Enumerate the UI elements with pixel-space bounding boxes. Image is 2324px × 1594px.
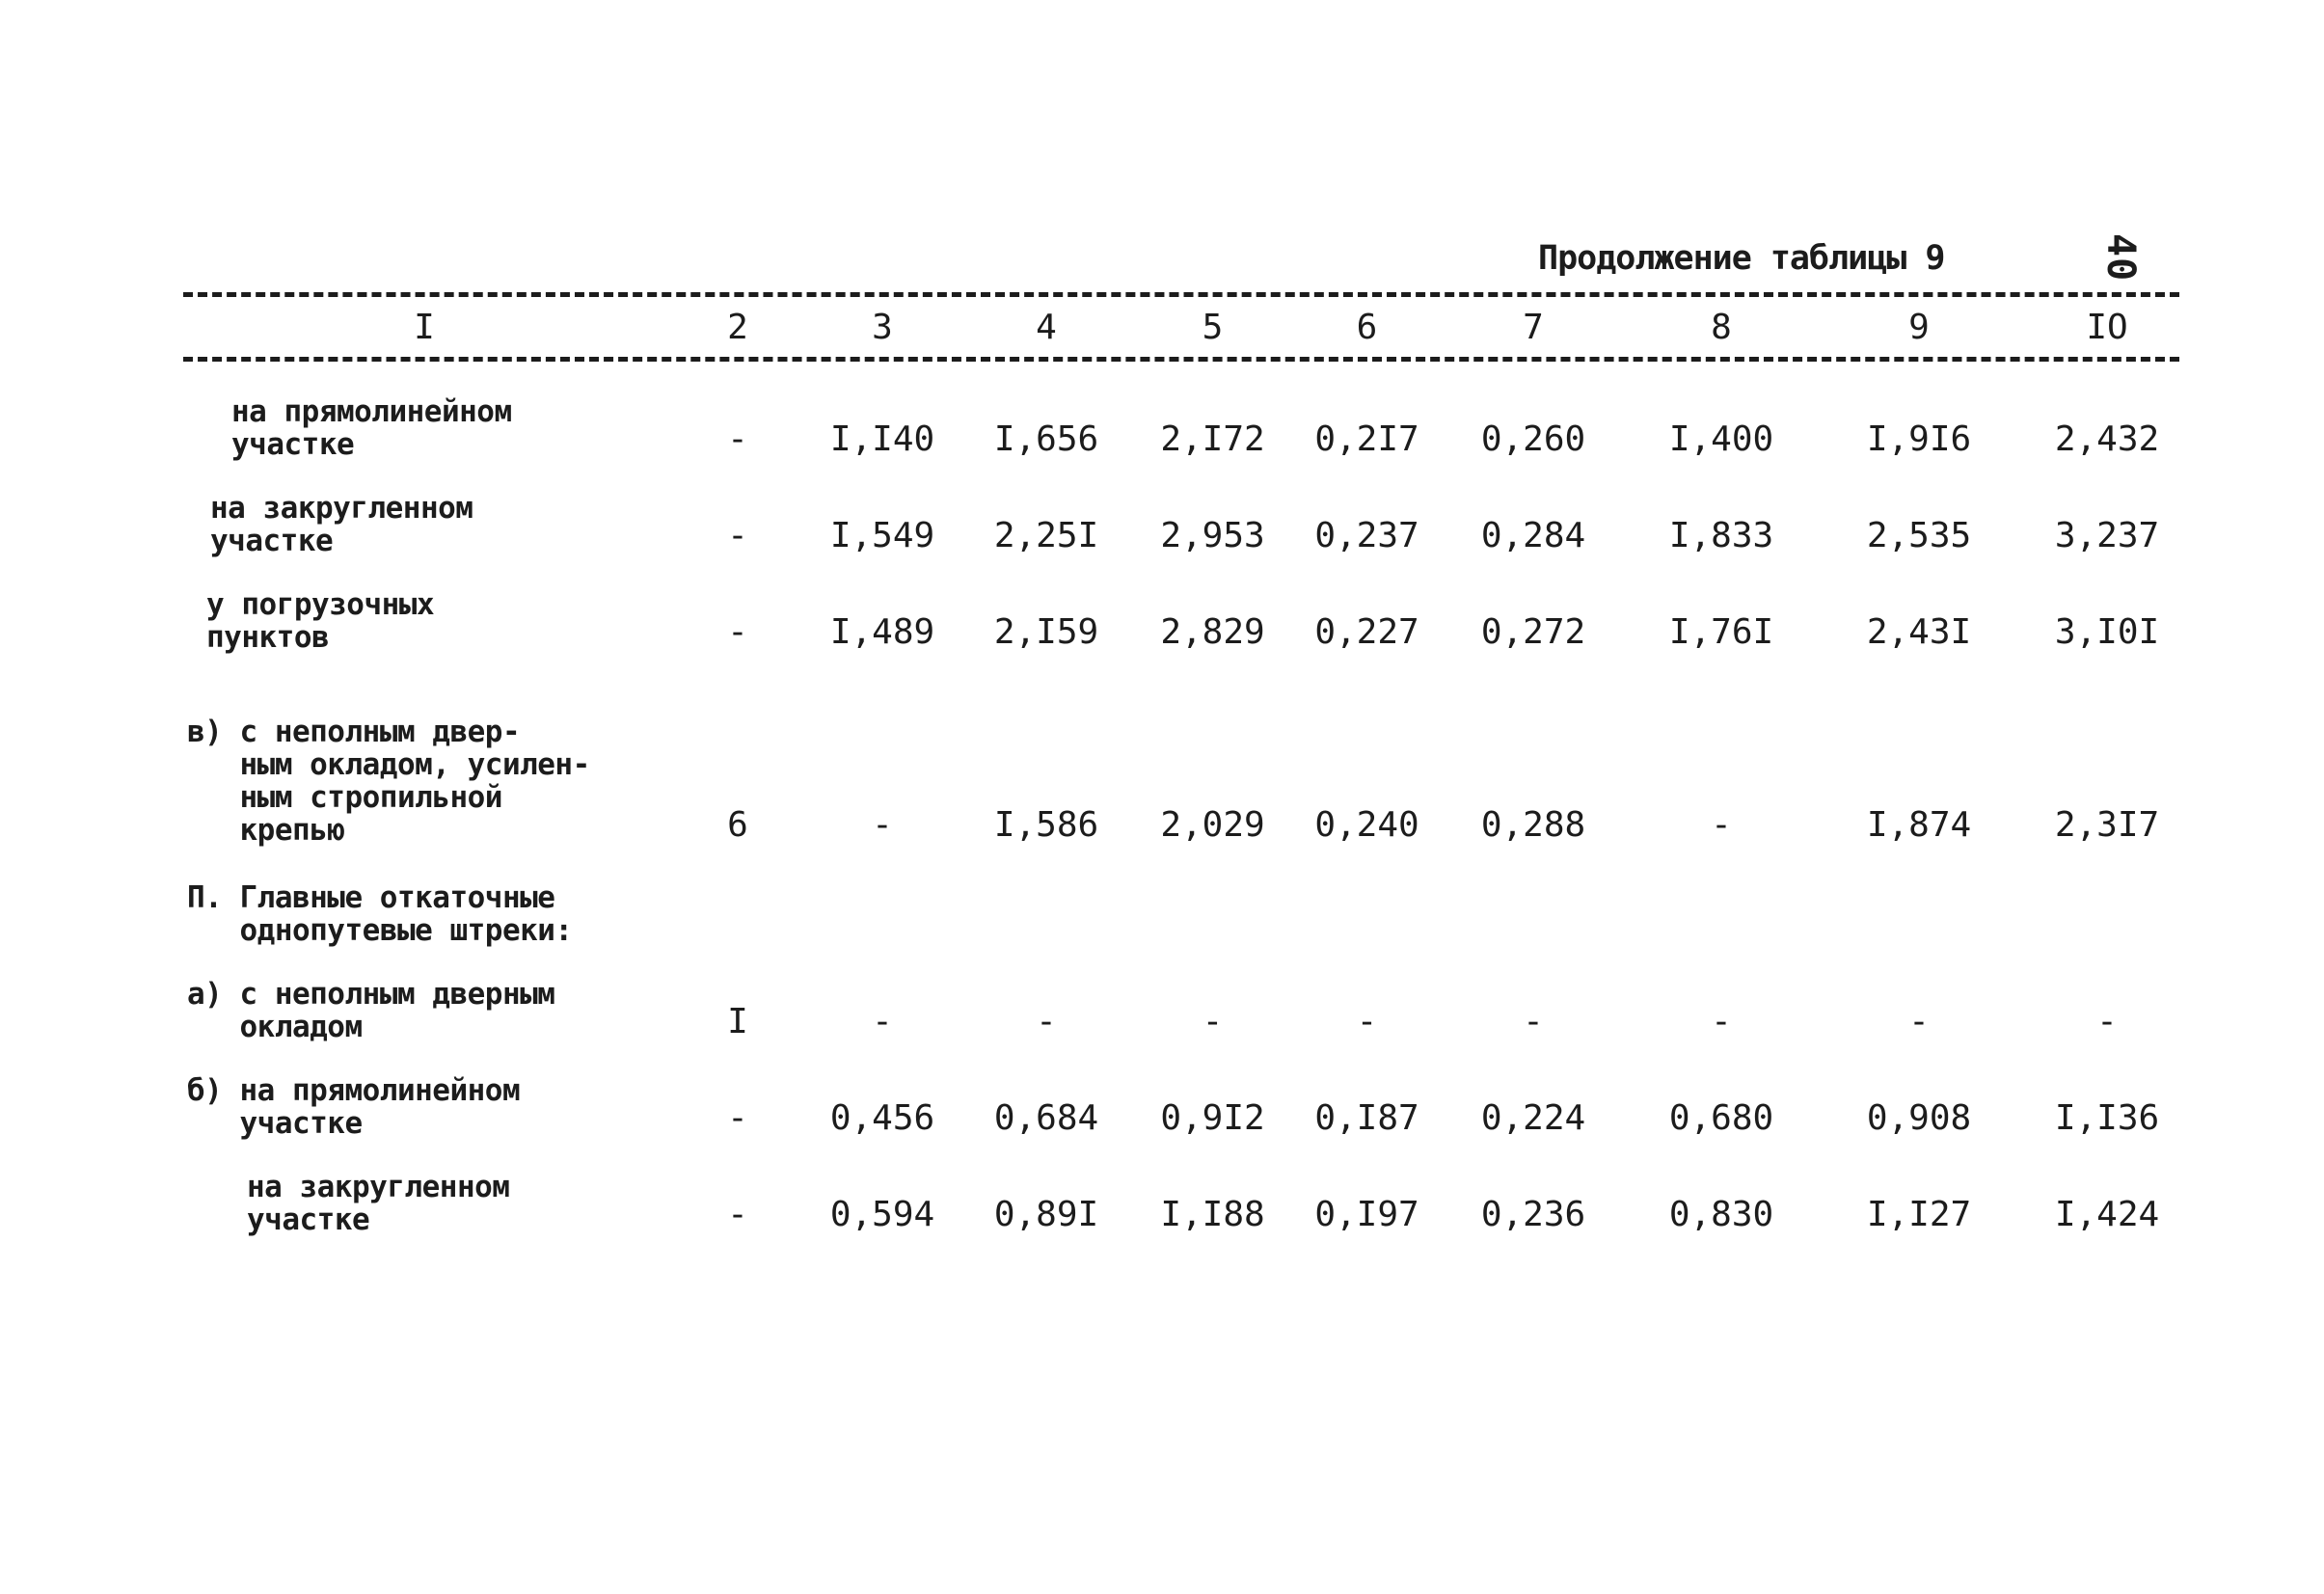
table-cell: -	[727, 1195, 748, 1234]
table-cell: 2,43I	[1866, 612, 1972, 652]
table-cell: 3,237	[2054, 516, 2160, 555]
row-label-line: б) на прямолинейном	[187, 1073, 521, 1108]
table-cell: I,I36	[2054, 1098, 2160, 1138]
table-cell: I,I27	[1866, 1195, 1972, 1234]
data-table	[174, 299, 2189, 1236]
row-label-line: однопутевые штреки:	[187, 913, 573, 948]
table-cell: 0,9I2	[1160, 1098, 1265, 1138]
table-cell	[800, 847, 964, 947]
table-row	[174, 461, 2189, 557]
column-header: 9	[1908, 307, 1930, 347]
table-cell: -	[727, 419, 748, 459]
table-cell	[964, 847, 1128, 947]
row-label-line: а) с неполным дверным	[187, 977, 555, 1012]
table-cell: I,I88	[1160, 1195, 1265, 1234]
row-label-line: в) с неполным двер-	[187, 715, 521, 749]
table-cell	[1813, 847, 2025, 947]
row-label	[174, 1043, 675, 1140]
table-cell: I,400	[1668, 419, 1774, 459]
table-cell: 0,I97	[1314, 1195, 1419, 1234]
table-row	[174, 1043, 2189, 1140]
table-row	[174, 368, 2189, 461]
row-label-line: участке	[247, 1202, 370, 1237]
row-label	[174, 847, 675, 947]
table-row	[174, 654, 2189, 847]
row-label	[174, 461, 675, 557]
table-cell	[1437, 847, 1630, 947]
table-cell: -	[727, 612, 748, 652]
row-label-line: участке	[210, 524, 334, 558]
row-label-line: участке	[231, 427, 355, 462]
table-cell: 0,680	[1668, 1098, 1774, 1138]
row-label	[174, 1140, 675, 1236]
table-cell: 0,237	[1314, 516, 1419, 555]
table-cell: I,586	[993, 805, 1099, 845]
table-body	[174, 355, 2189, 1236]
row-label-line: на прямолинейном	[231, 394, 512, 429]
column-header: 8	[1711, 307, 1732, 347]
table-cell: -	[2096, 1002, 2118, 1041]
table-cell: 2,3I7	[2054, 805, 2160, 845]
table-cell: 2,432	[2054, 419, 2160, 459]
table-cell: -	[1036, 1002, 1057, 1041]
table-cell: -	[1523, 1002, 1544, 1041]
table-cell	[2025, 847, 2189, 947]
page-number: 40	[2098, 233, 2143, 283]
table-cell: 0,236	[1480, 1195, 1586, 1234]
table-cell: -	[1711, 805, 1732, 845]
table-cell	[1630, 847, 1813, 947]
table-cell: I,489	[829, 612, 935, 652]
table-cell: -	[1202, 1002, 1224, 1041]
row-label	[174, 368, 675, 461]
table-cell: -	[727, 1098, 748, 1138]
table-cell: 2,25I	[993, 516, 1099, 555]
table-cell: 0,I87	[1314, 1098, 1419, 1138]
column-header: 3	[872, 307, 893, 347]
column-header: 4	[1036, 307, 1057, 347]
table-cell: -	[727, 516, 748, 555]
row-label-line: на закругленном	[247, 1170, 510, 1204]
table-cell: I,76I	[1668, 612, 1774, 652]
column-header: 6	[1356, 307, 1378, 347]
table-cell: 2,029	[1160, 805, 1265, 845]
row-label-line: П. Главные откаточные	[187, 880, 555, 915]
column-header: 2	[727, 307, 748, 347]
table-cell: 6	[727, 805, 748, 845]
table-cell: I,424	[2054, 1195, 2160, 1234]
table-cell: I,874	[1866, 805, 1972, 845]
table-cell: I,9I6	[1866, 419, 1972, 459]
table-cell: 3,I0I	[2054, 612, 2160, 652]
row-label	[174, 557, 675, 654]
table-cell: -	[1908, 1002, 1930, 1041]
table-cell: -	[1711, 1002, 1732, 1041]
table-cell: -	[872, 1002, 893, 1041]
table-cell: 2,I59	[993, 612, 1099, 652]
table-cell: 0,227	[1314, 612, 1419, 652]
table-cell: 0,272	[1480, 612, 1586, 652]
row-label	[174, 947, 675, 1043]
table-cell: 2,I72	[1160, 419, 1265, 459]
table-cell: 0,456	[829, 1098, 935, 1138]
row-label-line: крепью	[187, 813, 345, 848]
row-label-line: у погрузочных	[206, 587, 435, 622]
table-cell: 0,830	[1668, 1195, 1774, 1234]
table-cell: 0,288	[1480, 805, 1586, 845]
table-cell: 0,89I	[993, 1195, 1099, 1234]
table-cell: 0,594	[829, 1195, 935, 1234]
table-cell: 0,224	[1480, 1098, 1586, 1138]
table-cell: 0,684	[993, 1098, 1099, 1138]
row-label-line: окладом	[187, 1010, 363, 1044]
table-cell: 2,829	[1160, 612, 1265, 652]
table-cell: 0,260	[1480, 419, 1586, 459]
table-row	[174, 1140, 2189, 1236]
row-label	[174, 654, 675, 847]
row-label-line: пунктов	[206, 620, 330, 655]
header-top-rule	[183, 292, 2179, 297]
table-cell: I,833	[1668, 516, 1774, 555]
table-cell: I,549	[829, 516, 935, 555]
row-label-line: ным стропильной	[187, 780, 502, 815]
column-header: 5	[1202, 307, 1224, 347]
table-row	[174, 947, 2189, 1043]
column-header: IO	[2086, 307, 2128, 347]
table-cell: 0,2I7	[1314, 419, 1419, 459]
table-caption: Продолжение таблицы 9	[1538, 239, 1945, 278]
row-label-line: участке	[187, 1106, 363, 1141]
table-cell: 0,284	[1480, 516, 1586, 555]
header-row	[174, 299, 2189, 355]
column-header: 7	[1523, 307, 1544, 347]
table-cell: 2,535	[1866, 516, 1972, 555]
table-cell: 0,908	[1866, 1098, 1972, 1138]
column-header: I	[414, 307, 435, 347]
table-cell: I,I40	[829, 419, 935, 459]
table-row	[174, 847, 2189, 947]
table-cell	[675, 847, 800, 947]
row-label-line: на закругленном	[210, 491, 473, 526]
table-cell: -	[872, 805, 893, 845]
table-cell: 0,240	[1314, 805, 1419, 845]
table-cell: I,656	[993, 419, 1099, 459]
table-cell: 2,953	[1160, 516, 1265, 555]
row-label-line: ным окладом, усилен-	[187, 747, 590, 782]
table-row	[174, 557, 2189, 654]
spacer-row	[174, 355, 2189, 368]
table-cell	[1128, 847, 1297, 947]
table-cell	[1297, 847, 1437, 947]
table-cell: I	[727, 1002, 748, 1041]
table-cell: -	[1356, 1002, 1378, 1041]
